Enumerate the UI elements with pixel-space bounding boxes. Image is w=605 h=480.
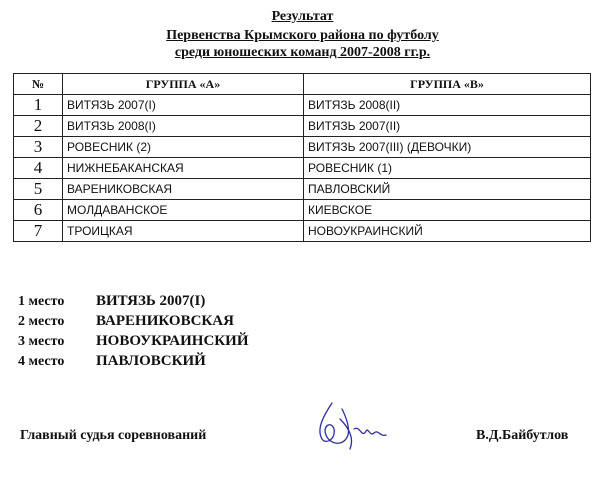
table-header-row: [14, 74, 591, 95]
table-row: [14, 221, 591, 242]
place-row-2: [18, 311, 249, 331]
group-b-team: ВИТЯЗЬ 2007(III) (ДЕВОЧКИ): [304, 137, 591, 158]
group-b-team: ВИТЯЗЬ 2007(II): [304, 116, 591, 137]
place-label: 1 место: [18, 294, 65, 309]
group-a-team: ВАРЕНИКОВСКАЯ: [63, 179, 304, 200]
group-a-team: ВИТЯЗЬ 2008(I): [63, 116, 304, 137]
table-row: [14, 179, 591, 200]
place-label: 3 место: [18, 334, 65, 349]
group-a-team: РОВЕСНИК (2): [63, 137, 304, 158]
place-team: ВИТЯЗЬ 2007(I): [96, 293, 206, 309]
judge-label: Главный судья соревнований: [20, 428, 207, 443]
column-header-number: №: [14, 74, 63, 95]
row-number: 6: [14, 200, 63, 221]
place-row-1: [18, 291, 249, 311]
judge-name: В.Д.Байбутлов: [476, 428, 569, 443]
place-label: 4 место: [18, 354, 65, 369]
row-number: 2: [14, 116, 63, 137]
signature-icon: [310, 395, 400, 455]
table-row: [14, 200, 591, 221]
group-b-team: НОВОУКРАИНСКИЙ: [304, 221, 591, 242]
table-row: [14, 116, 591, 137]
place-row-3: [18, 331, 249, 351]
column-header-group-b: ГРУППА «В»: [304, 74, 591, 95]
row-number: 7: [14, 221, 63, 242]
row-number: 1: [14, 95, 63, 116]
group-a-team: МОЛДАВАНСКОЕ: [63, 200, 304, 221]
place-team: ПАВЛОВСКИЙ: [96, 353, 206, 369]
place-team: НОВОУКРАИНСКИЙ: [96, 333, 249, 349]
group-b-team: ПАВЛОВСКИЙ: [304, 179, 591, 200]
table-row: [14, 95, 591, 116]
document-subtitle-2: среди юношеских команд 2007-2008 гг.р.: [174, 45, 431, 60]
column-header-group-a: ГРУППА «А»: [63, 74, 304, 95]
group-b-team: КИЕВСКОЕ: [304, 200, 591, 221]
places-list: [18, 291, 249, 371]
table-row: [14, 137, 591, 158]
group-a-team: ВИТЯЗЬ 2007(I): [63, 95, 304, 116]
row-number: 3: [14, 137, 63, 158]
row-number: 5: [14, 179, 63, 200]
row-number: 4: [14, 158, 63, 179]
place-row-4: [18, 351, 249, 371]
document-title: Результат: [271, 9, 334, 24]
group-a-team: ТРОИЦКАЯ: [63, 221, 304, 242]
table-row: [14, 158, 591, 179]
results-table: [13, 73, 591, 242]
place-team: ВАРЕНИКОВСКАЯ: [96, 313, 234, 329]
group-b-team: ВИТЯЗЬ 2008(II): [304, 95, 591, 116]
document-subtitle: Первенства Крымского района по футболу: [166, 28, 439, 43]
group-b-team: РОВЕСНИК (1): [304, 158, 591, 179]
place-label: 2 место: [18, 314, 65, 329]
group-a-team: НИЖНЕБАКАНСКАЯ: [63, 158, 304, 179]
